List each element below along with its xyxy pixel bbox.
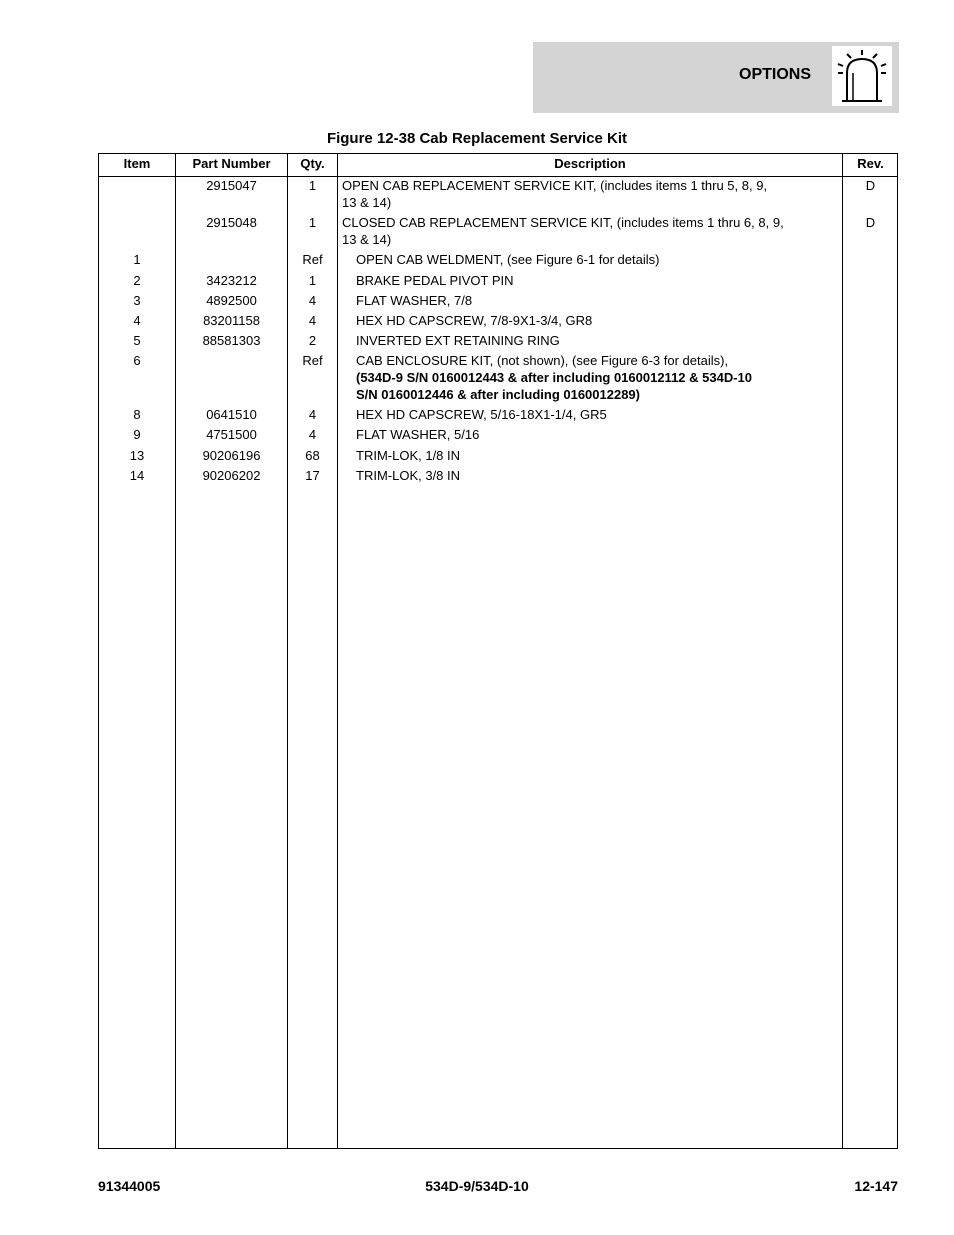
description-cell: FLAT WASHER, 7/8 — [356, 293, 473, 308]
part-number-cell: 3423212 — [206, 273, 257, 288]
part-number-cell: 4751500 — [206, 427, 257, 442]
qty-cell: 1 — [308, 273, 317, 288]
item-cell: 9 — [133, 427, 141, 442]
description-cell: CAB ENCLOSURE KIT, (not shown), (see Figure 6-3 for details), — [356, 353, 729, 368]
description-cell: TRIM-LOK, 1/8 IN — [356, 448, 461, 463]
beacon-light-icon — [832, 46, 892, 106]
model-number: 534D-9/534D-10 — [425, 1178, 529, 1194]
item-cell: 8 — [133, 407, 141, 422]
part-number-cell: 2915047 — [206, 178, 257, 193]
item-cell: 5 — [133, 333, 141, 348]
part-number-cell: 2915048 — [206, 215, 257, 230]
part-number-cell: 90206196 — [202, 448, 261, 463]
item-cell: 14 — [129, 468, 145, 483]
part-number-cell: 4892500 — [206, 293, 257, 308]
item-cell: 3 — [133, 293, 141, 308]
item-cell: 4 — [133, 313, 141, 328]
section-title: OPTIONS — [739, 66, 812, 83]
description-cell: BRAKE PEDAL PIVOT PIN — [356, 273, 514, 288]
part-number-cell: 0641510 — [206, 407, 257, 422]
description-cell: INVERTED EXT RETAINING RING — [356, 333, 560, 348]
qty-cell: Ref — [302, 252, 323, 267]
item-cell: 13 — [129, 448, 145, 463]
column-header-description: Description — [554, 156, 626, 171]
page-number: 12-147 — [854, 1178, 898, 1194]
figure-title: Figure 12-38 Cab Replacement Service Kit — [326, 130, 628, 147]
description-cell: HEX HD CAPSCREW, 5/16-18X1-1/4, GR5 — [356, 407, 607, 422]
serial-number-note: (534D-9 S/N 0160012443 & after including 0160012112 & 534D-10 — [356, 370, 753, 385]
description-cell: TRIM-LOK, 3/8 IN — [356, 468, 461, 483]
qty-cell: 2 — [308, 333, 317, 348]
column-divider — [842, 154, 843, 1148]
description-cell: FLAT WASHER, 5/16 — [356, 427, 480, 442]
description-cell-continued: 13 & 14) — [342, 195, 392, 210]
item-cell: 1 — [133, 252, 141, 267]
part-number-cell: 88581303 — [202, 333, 261, 348]
column-header-part-number: Part Number — [192, 156, 271, 171]
description-cell: OPEN CAB REPLACEMENT SERVICE KIT, (includes items 1 thru 5, 8, 9, — [342, 178, 768, 193]
qty-cell: Ref — [302, 353, 323, 368]
description-cell: CLOSED CAB REPLACEMENT SERVICE KIT, (includes items 1 thru 6, 8, 9, — [342, 215, 784, 230]
rev-cell: D — [865, 178, 876, 193]
description-cell-continued: 13 & 14) — [342, 232, 392, 247]
qty-cell: 1 — [308, 178, 317, 193]
item-cell: 2 — [133, 273, 141, 288]
part-number-cell: 83201158 — [203, 313, 260, 328]
column-divider — [337, 154, 338, 1148]
qty-cell: 4 — [308, 313, 317, 328]
description-cell: OPEN CAB WELDMENT, (see Figure 6-1 for details) — [356, 252, 660, 267]
description-cell: HEX HD CAPSCREW, 7/8-9X1-3/4, GR8 — [356, 313, 593, 328]
part-number-cell: 90206202 — [202, 468, 261, 483]
parts-table — [98, 153, 898, 1149]
serial-number-note-continued: S/N 0160012446 & after including 0160012289) — [356, 387, 640, 402]
qty-cell: 4 — [308, 407, 317, 422]
rev-cell: D — [865, 215, 876, 230]
item-cell: 6 — [133, 353, 141, 368]
qty-cell: 17 — [305, 468, 320, 483]
column-header-rev: Rev. — [857, 156, 884, 171]
qty-cell: 4 — [308, 427, 317, 442]
document-number: 91344005 — [98, 1178, 161, 1194]
qty-cell: 68 — [305, 448, 320, 463]
qty-cell: 4 — [308, 293, 317, 308]
qty-cell: 1 — [308, 215, 317, 230]
column-header-qty: Qty. — [300, 156, 325, 171]
column-header-item: Item — [123, 156, 151, 171]
